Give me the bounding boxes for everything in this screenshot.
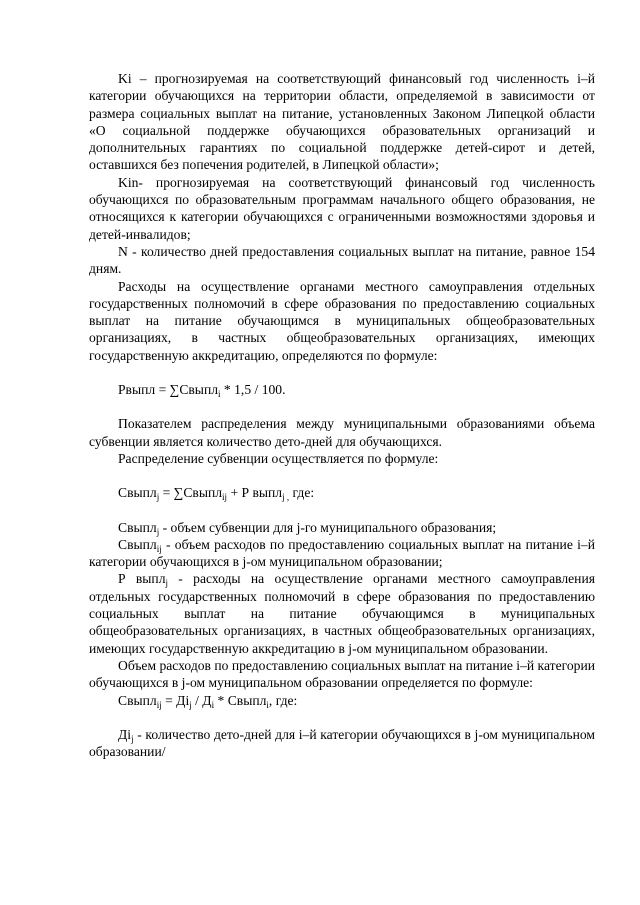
paragraph-expenses-intro: Расходы на осуществление органами местного самоуправления отдельных государственных полномочий в сфере образования по предоставлению социальных выплат на питание обучающимся в муниципальных общеобразовательных организациях, в частных общеобразовательных организациях, имеющих государственную аккредитацию, определяются по формуле: [89,278,595,363]
paragraph-dij-definition: $Дi_j$ - количество дето-дней для i–й категории обучающихся в j-ом муниципальном образовании/ [89,726,595,760]
paragraph-distribution-indicator: Показателем распределения между муниципальными образованиями объема субвенции является количество дето-дней для обучающихся. [89,416,595,449]
paragraph-rvypl-j-definition: Р выпл$_j$ - расходы на осуществление органами местного самоуправления отдельных государственных полномочий в сфере образования по предоставлению социальных выплат на питание обучающимся в муниципальных общеобразовательных организациях, в частных общеобразовательных организациях, имеющих государственную аккредитацию в j-ом муниципальном образовании. [89,571,595,656]
paragraph-distribution-formula-intro: Распределение субвенции осуществляется по формуле: [118,450,439,466]
paragraph-svypl-ij-definition: Свыпл$_{ij}$ - объем расходов по предоставлению социальных выплат на питание i–й категории обучающихся в j-ом муниципальном образовании; [89,536,595,570]
paragraph-n-definition: N - количество дней предоставления социальных выплат на питание, равное 154 дням. [89,243,595,277]
paragraph-kin-definition: Kin- прогнозируемая на соответствующий финансовый год численность обучающихся по образовательным программам начального общего образования, не относящихся к категории обучающихся с ограниченными возможностями здоровья и детей-инвалидов; [89,174,595,242]
document-page [89,70,595,760]
paragraph-volume-formula-intro: Объем расходов по предоставлению социальных выплат на питание i–й категории обучающихся в j-ом муниципальном образовании определяется по формуле: [89,657,595,691]
paragraph-svypl-j-definition: Свыпл$_j$ - объем субвенции для j-го муниципального образования; [118,519,497,537]
paragraph-ki-definition: Ki – прогнозируемая на соответствующий финансовый год численность i–й категории обучающихся на территории области, определяемой в зависимости от размера социальных выплат на питание, установленных Законом Липецкой области «О социальной поддержке обучающихся образовательных организаций и дополнительных гарантиях по социальной поддержке детей-сирот и детей, оставшихся без попечения родителей, в Липецкой области»; [89,71,595,173]
formula-svypl-ij: Свыпл$_{ij}$ = $Дi_j / Д_i$ * Свыпл$_i$, где: [118,692,298,710]
formula-rvypl: Рвыпл = ∑Свыпл$_i$ * 1,5 / 100. [118,382,286,400]
formula-svypl-j: Свыпл$_j$ = ∑Свыпл$_{ij}$ + Р выпл$_{j ,}$ где: [118,485,315,503]
